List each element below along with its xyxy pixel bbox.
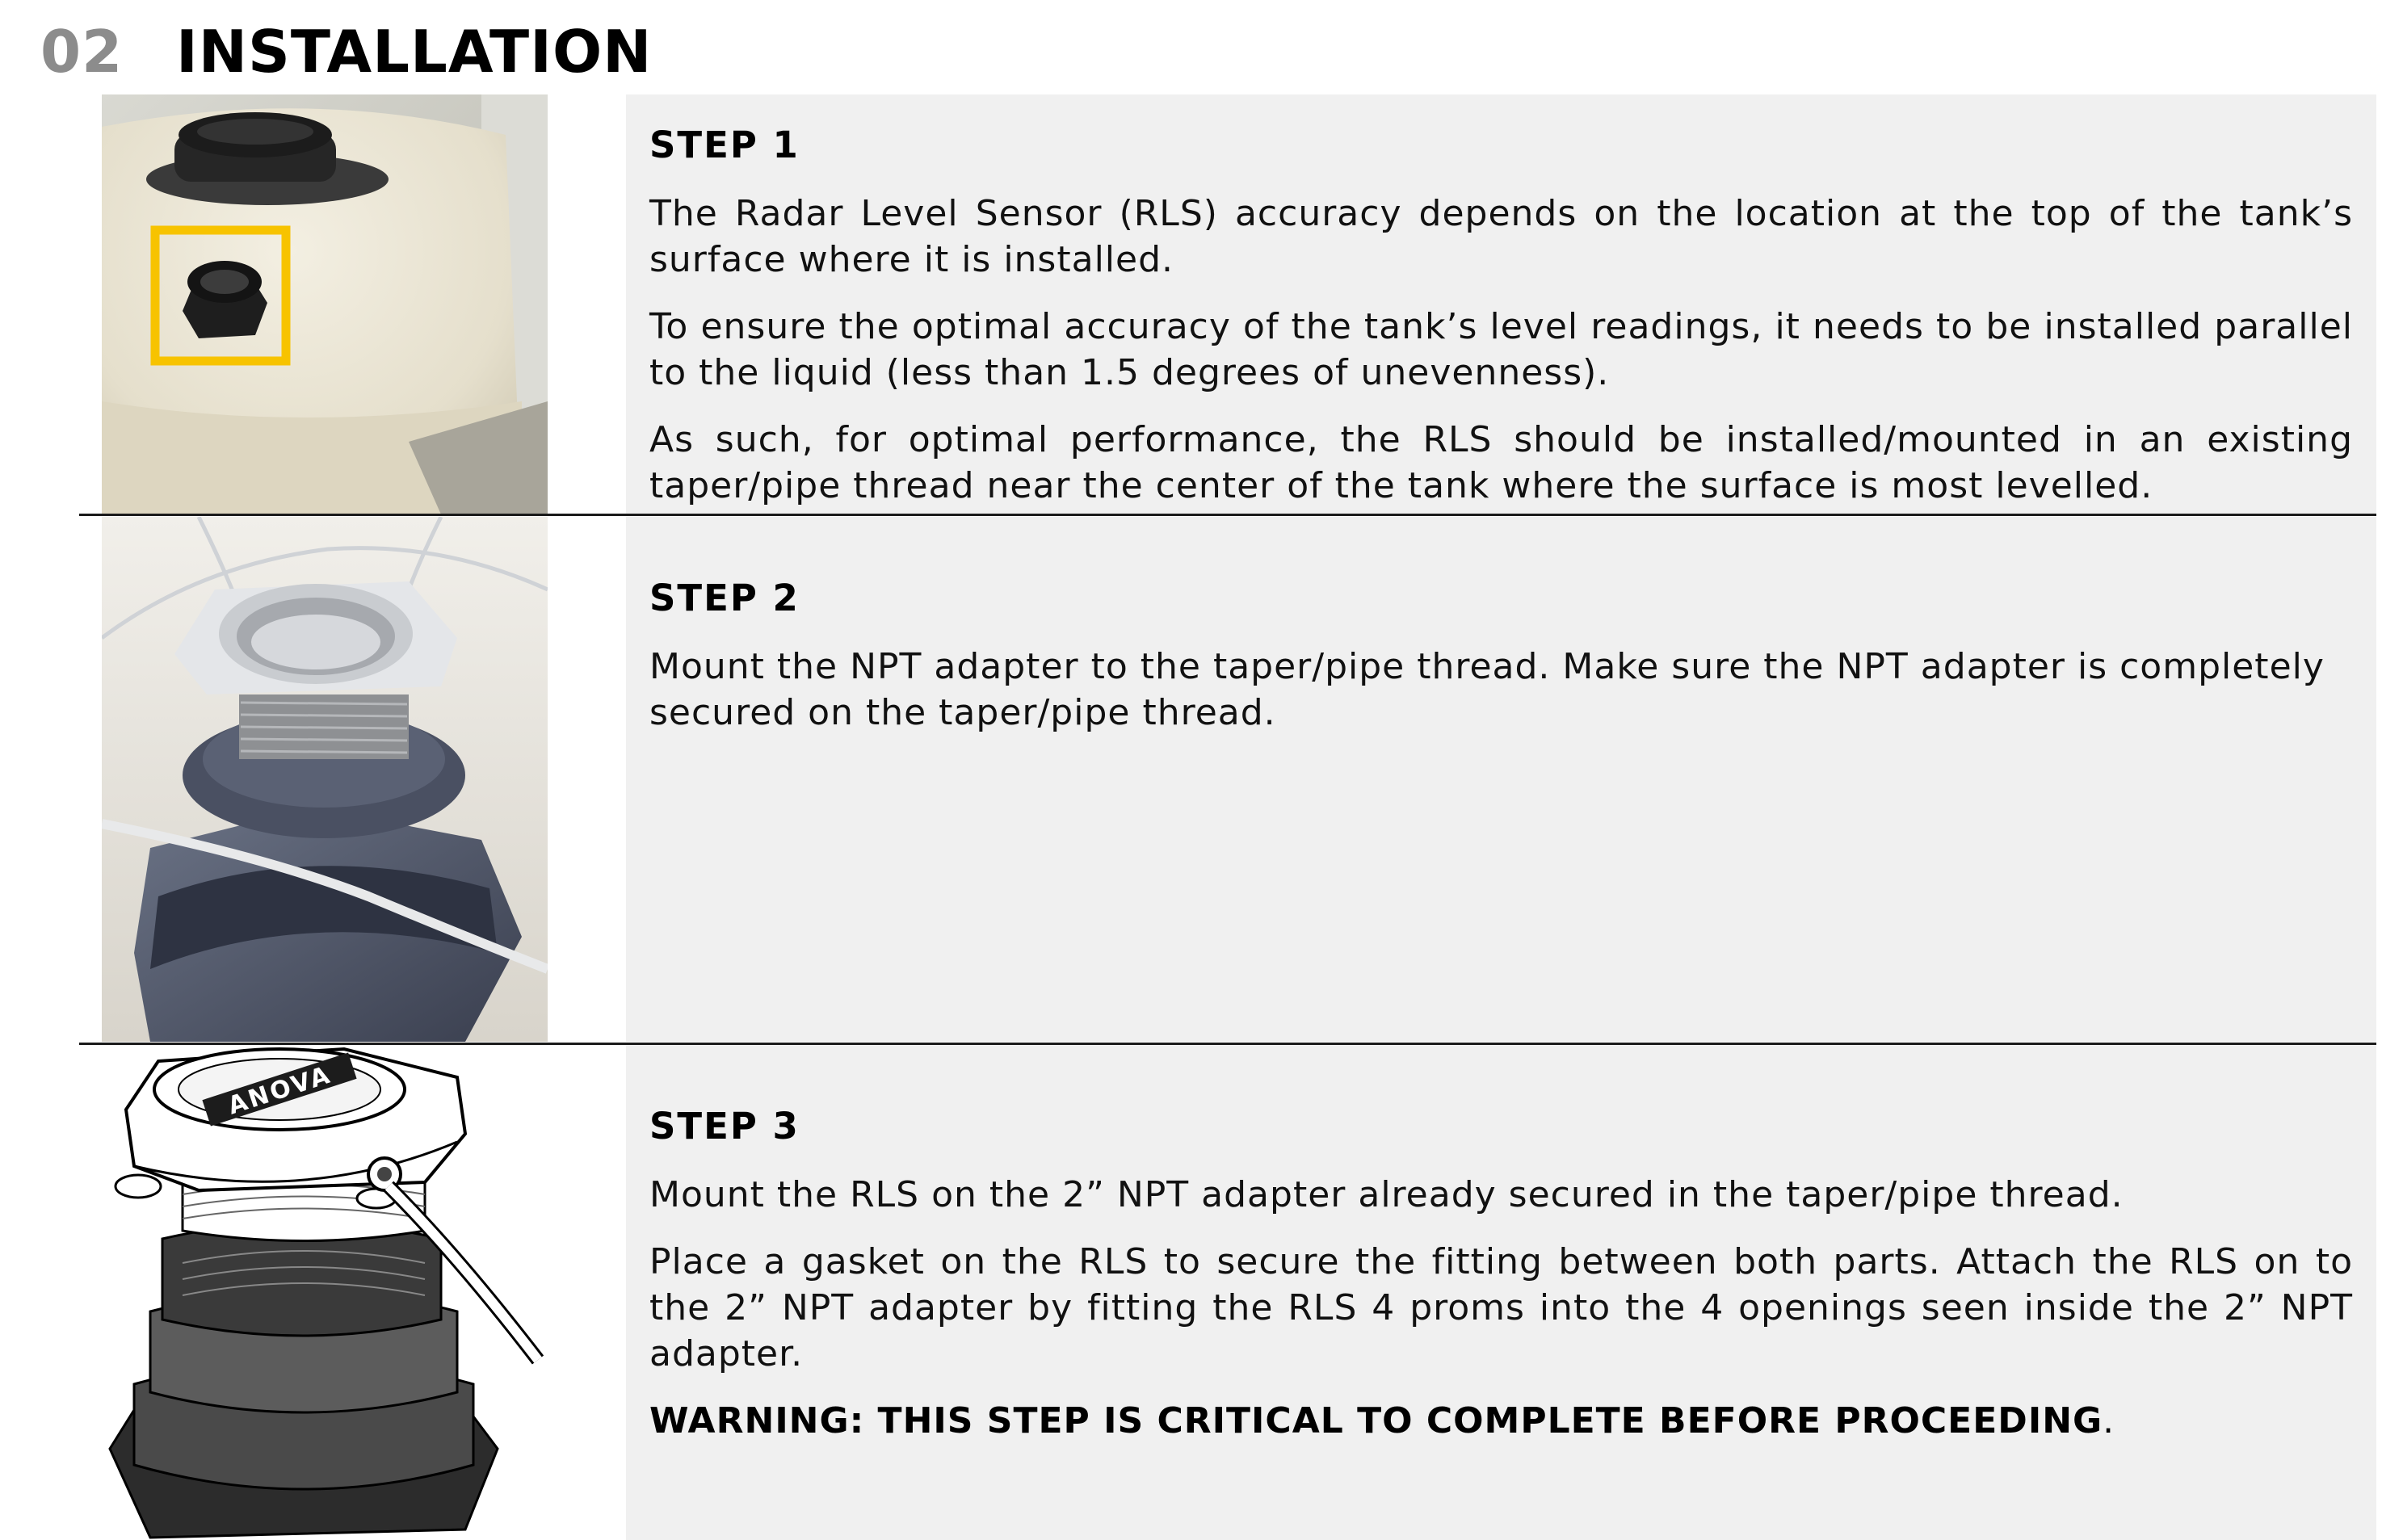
- warning-message: THIS STEP IS CRITICAL TO COMPLETE BEFORE PROCEEDING: [864, 1400, 2103, 1441]
- step-1-paragraph: To ensure the optimal accuracy of the tank’s level readings, it needs to be installed parallel to the liquid (less than 1.5 degrees of unevenness).: [649, 306, 2353, 393]
- step-2-paragraph: Mount the NPT adapter to the taper/pipe thread. Make sure the NPT adapter is completely secured on the taper/pipe thread.: [649, 646, 2325, 733]
- step-2-row: [0, 517, 2403, 1042]
- warning-period: .: [2103, 1400, 2115, 1441]
- warning-text: [649, 1398, 2353, 1444]
- brand-logo-text: ANOVA: [225, 1060, 335, 1121]
- section-number: 02: [40, 18, 124, 86]
- step-1-row: [0, 94, 2403, 514]
- npt-adapter-photo: [102, 517, 548, 1042]
- step-3-paragraph: Place a gasket on the RLS to secure the fitting between both parts. Attach the RLS on to the 2” NPT adapter by fitting the RLS 4 proms into the 4 openings seen inside the 2” NPT adapter.: [649, 1241, 2353, 1374]
- step-1-text: [649, 124, 2353, 530]
- step-2-text: [649, 577, 2353, 757]
- tank-top-photo: [102, 94, 548, 514]
- step-1-title: STEP 1: [649, 124, 800, 166]
- step-1-paragraph: The Radar Level Sensor (RLS) accuracy depends on the location at the top of the tank’s surface where it is installed.: [649, 193, 2353, 280]
- step-3-text: [649, 1105, 2353, 1465]
- step-3-row: [0, 1045, 2403, 1540]
- step-1-paragraph: As such, for optimal performance, the RLS should be installed/mounted in an existing taper/pipe thread near the center of the tank where the surface is most levelled.: [649, 419, 2353, 506]
- step-3-title: STEP 3: [649, 1105, 800, 1148]
- step-3-paragraph: Mount the RLS on the 2” NPT adapter already secured in the taper/pipe thread.: [649, 1174, 2124, 1215]
- warning-label: WARNING:: [649, 1400, 865, 1441]
- rls-sensor-illustration: [102, 1045, 548, 1540]
- step-divider: [79, 514, 2376, 516]
- section-title: INSTALLATION: [176, 18, 653, 86]
- step-2-title: STEP 2: [649, 577, 800, 619]
